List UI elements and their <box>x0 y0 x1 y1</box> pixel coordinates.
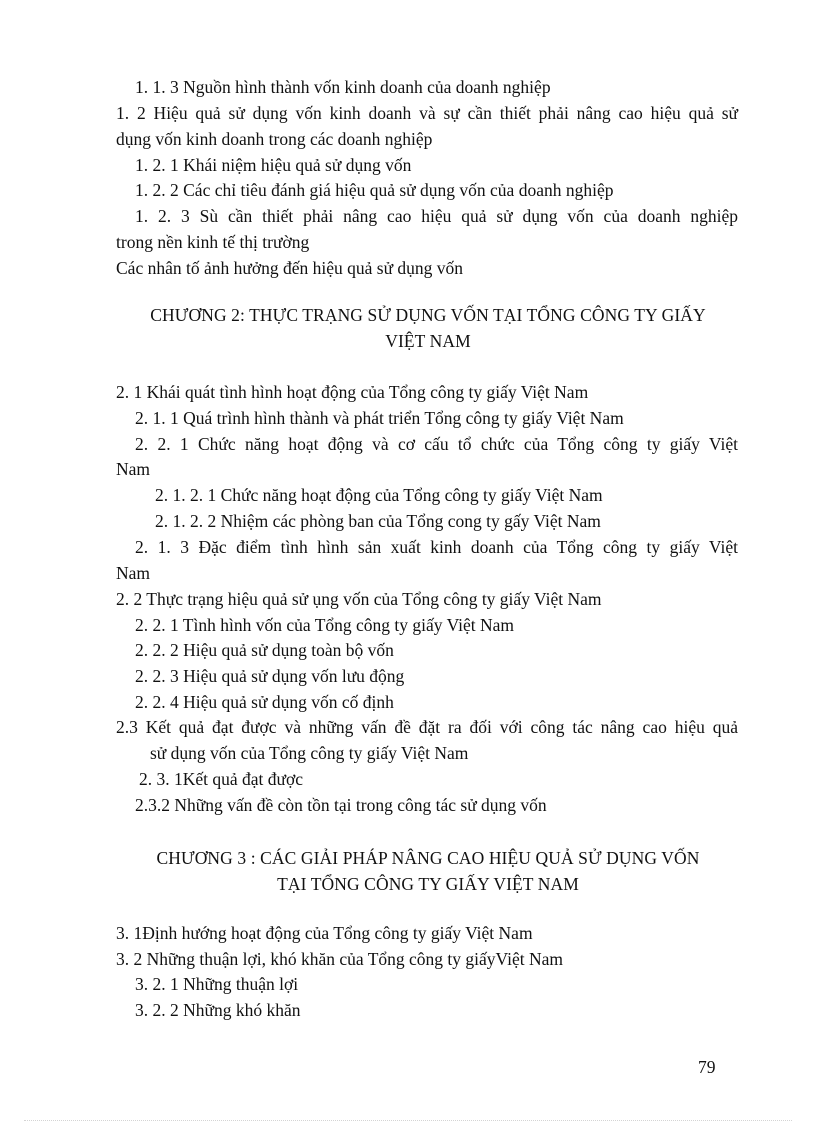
toc-entry-2-2-3: 2. 2. 3 Hiệu quả sử dụng vốn lưu động <box>135 666 405 686</box>
toc-entry-1-2: 1. 2 Hiệu quả sử dụng vốn kinh doanh và sự cần thiết phải nâng cao hiệu quả sử <box>116 103 738 123</box>
toc-entry-1-2-3-cont: trong nền kinh tế thị trường <box>116 232 310 252</box>
toc-entry-2-3-2: 2.3.2 Những vấn đề còn tồn tại trong công tác sử dụng vốn <box>135 795 547 815</box>
toc-entry-2-2-2: 2. 2. 2 Hiệu quả sử dụng toàn bộ vốn <box>135 640 394 660</box>
chapter-3-heading-line-2: TẠI TỔNG CÔNG TY GIẤY VIỆT NAM <box>277 874 579 894</box>
chapter-2-heading-line-2: VIỆT NAM <box>385 331 471 351</box>
toc-entry-2-1: 2. 1 Khái quát tình hình hoạt động của Tổng công ty giấy Việt Nam <box>116 382 589 402</box>
toc-entry-1-2-cont: dụng vốn kinh doanh trong các doanh nghiệp <box>116 129 433 149</box>
toc-entry-2-2-4: 2. 2. 4 Hiệu quả sử dụng vốn cố định <box>135 692 394 712</box>
toc-entry-2-1-3: 2. 1. 3 Đặc điểm tình hình sản xuất kinh doanh của Tổng công ty giấy Việt <box>135 537 738 557</box>
chapter-3-heading-line-1: CHƯƠNG 3 : CÁC GIẢI PHÁP NÂNG CAO HIỆU QUẢ SỬ DỤNG VỐN <box>156 848 700 868</box>
page-bottom-divider <box>24 1120 792 1121</box>
toc-entry-2-3-cont: sử dụng vốn của Tổng công ty giấy Việt Nam <box>150 743 469 763</box>
toc-entry-1-2-1: 1. 2. 1 Khái niệm hiệu quả sử dụng vốn <box>135 155 412 175</box>
toc-entry-2-2: 2. 2 Thực trạng hiệu quả sử ụng vốn của Tổng công ty giấy Việt Nam <box>116 589 602 609</box>
toc-entry-1-2-2: 1. 2. 2 Các chỉ tiêu đánh giá hiệu quả sử dụng vốn của doanh nghiệp <box>135 180 614 200</box>
toc-entry-2-2-1-cont: Nam <box>116 459 151 479</box>
toc-entry-factors: Các nhân tố ảnh hưởng đến hiệu quả sử dụng vốn <box>116 258 464 278</box>
chapter-3-heading <box>110 845 746 897</box>
toc-entry-2-3-1: 2. 3. 1Kết quả đạt được <box>139 769 304 789</box>
chapter-2-heading-line-1: CHƯƠNG 2: THỰC TRẠNG SỬ DỤNG VỐN TẠI TỔNG CÔNG TY GIẤY <box>150 305 706 325</box>
toc-entry-2-1-1: 2. 1. 1 Quá trình hình thành và phát triển Tổng công ty giấy Việt Nam <box>135 408 624 428</box>
page-number: 79 <box>698 1057 716 1077</box>
toc-entry-3-2: 3. 2 Những thuận lợi, khó khăn của Tổng công ty giấyViệt Nam <box>116 949 564 969</box>
toc-entry-2-3: 2.3 Kết quả đạt được và những vấn đề đặt ra đối với công tác nâng cao hiệu quả <box>116 717 738 737</box>
toc-entry-2-2-1: 2. 2. 1 Chức năng hoạt động và cơ cấu tổ chức của Tổng công ty giấy Việt <box>135 434 738 454</box>
toc-entry-1-2-3: 1. 2. 3 Sù cần thiết phải nâng cao hiệu quả sử dụng vốn của doanh nghiệp <box>135 206 738 226</box>
toc-entry-1-1-3: 1. 1. 3 Nguồn hình thành vốn kinh doanh của doanh nghiệp <box>135 77 551 97</box>
toc-entry-2-1-2-1: 2. 1. 2. 1 Chức năng hoạt động của Tổng công ty giấy Việt Nam <box>155 485 603 505</box>
toc-entry-3-2-2: 3. 2. 2 Những khó khăn <box>135 1000 301 1020</box>
toc-entry-2-2-1b: 2. 2. 1 Tình hình vốn của Tổng công ty giấy Việt Nam <box>135 615 515 635</box>
toc-entry-3-1: 3. 1Định hướng hoạt động của Tổng công ty giấy Việt Nam <box>116 923 533 943</box>
toc-entry-2-1-3-cont: Nam <box>116 563 151 583</box>
chapter-2-heading <box>110 302 746 354</box>
toc-entry-3-2-1: 3. 2. 1 Những thuận lợi <box>135 974 299 994</box>
toc-entry-2-1-2-2: 2. 1. 2. 2 Nhiệm các phòng ban của Tổng cong ty gấy Việt Nam <box>155 511 601 531</box>
